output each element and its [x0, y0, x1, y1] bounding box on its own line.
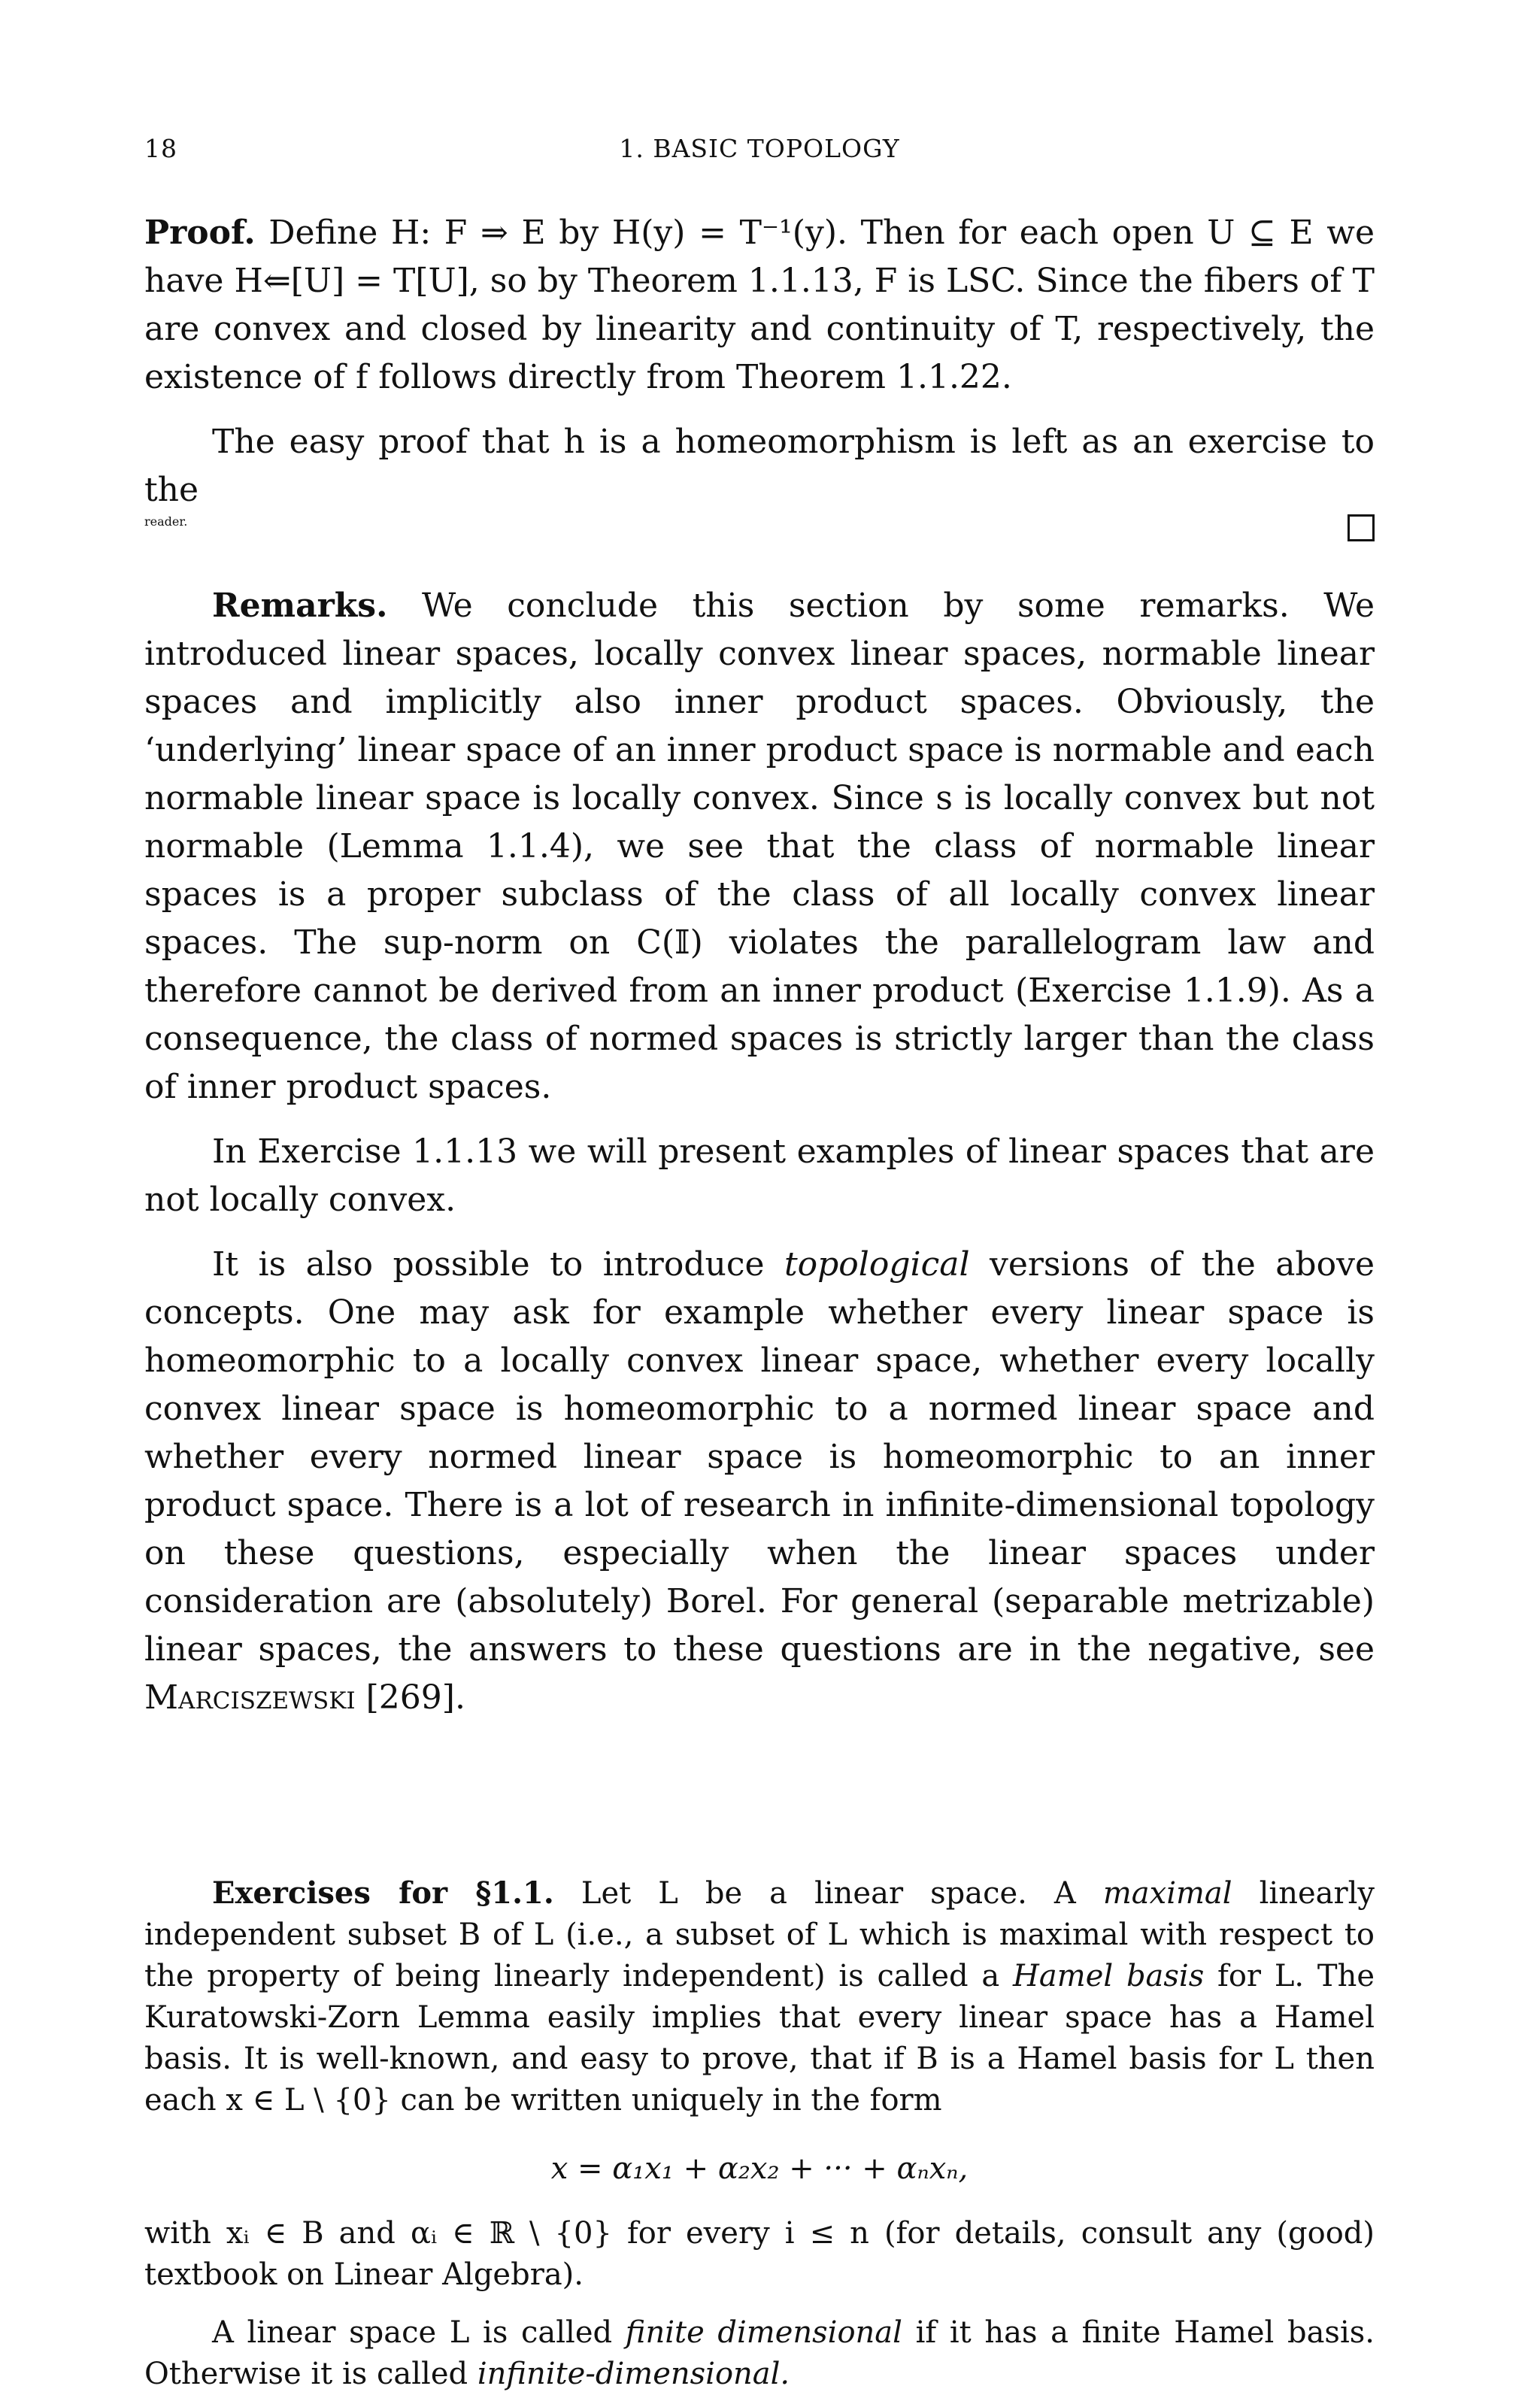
- proof-paragraph: [144, 209, 1375, 402]
- emphasis-finite-dimensional: finite dimensional: [625, 2315, 902, 2350]
- ex-p3-text-b: if it has a finite Hamel basis. Otherwise it is called: [144, 2315, 1375, 2391]
- remarks-text: We conclude this section by some remarks. We introduced linear spaces, locally convex linear spaces, normable linear spaces and implicitly also inner product spaces. Obviously, the ‘underlying’ linear space of an inner product space is normable and each normable linear space is locally convex. Since s is locally convex but not normable (Lemma 1.1.4), we see that the class of normable linear spaces is a proper subclass of the class of all locally convex linear spaces. The sup-norm on C(𝕀) violates the parallelogram law and therefore cannot be derived from an inner product (Exercise 1.1.9). As a consequence, the class of normed spaces is strictly larger than the class of inner product spaces.: [144, 587, 1375, 1106]
- proof-text: Define H: F ⇒ E by H(y) = T⁻¹(y). Then for each open U ⊆ E we have H⇐[U] = T[U], so by Theorem 1.1.13, F is LSC. Since the fibers of T are convex and closed by linearity and continuity of T, respectively, the existence of f follows directly from Theorem 1.1.22.: [144, 214, 1375, 396]
- remarks-label: Remarks.: [212, 587, 388, 625]
- display-equation: x = α₁x₁ + α₂x₂ + ··· + αₙxₙ,: [550, 2151, 969, 2186]
- proof-label: Proof.: [144, 214, 256, 252]
- proof-end-line: [144, 514, 1375, 541]
- emphasis-infinite-dimensional: infinite-dimensional.: [477, 2357, 790, 2391]
- proof-paragraph-2: The easy proof that h is a homeomorphism is left as an exercise to the: [144, 423, 1375, 509]
- exercises-paragraph-3: [144, 2312, 1375, 2395]
- exercises-paragraph-2: with xᵢ ∈ B and αᵢ ∈ ℝ \ {0} for every i ≤ n (for details, consult any (good) textbook on Linear Algebra).: [144, 2216, 1375, 2292]
- ex-text-a: Let L be a linear space. A: [553, 1876, 1103, 1911]
- remarks-paragraph: [144, 582, 1375, 1111]
- remarks-paragraph-3: [144, 1241, 1375, 1722]
- author-name: Marciszewski: [144, 1678, 356, 1717]
- book-page: [144, 128, 1375, 2395]
- emphasis-hamel-basis: Hamel basis: [1013, 1959, 1205, 1993]
- emphasis-topological: topological: [784, 1245, 970, 1284]
- exercises-label: Exercises for §1.1.: [212, 1875, 554, 1911]
- remarks-p3-text-a: It is also possible to introduce: [212, 1245, 784, 1284]
- page-number: 18: [144, 134, 177, 163]
- running-title: 1. BASIC TOPOLOGY: [619, 134, 900, 163]
- main-text: [144, 173, 1375, 1722]
- remarks-paragraph-2: In Exercise 1.1.13 we will present examples of linear spaces that are not locally convex.: [144, 1132, 1375, 1219]
- exercises-section: [144, 1872, 1375, 2395]
- ex-text-b: linearly independent subset B of L (i.e., a subset of L which is maximal with respect to the property of being linearly independent) is called a: [144, 1876, 1375, 1993]
- exercises-paragraph: [144, 1872, 1375, 2121]
- qed-box-icon: [1348, 514, 1375, 541]
- page-header: [144, 128, 1375, 173]
- citation: [269].: [355, 1678, 465, 1717]
- emphasis-maximal: maximal: [1102, 1876, 1232, 1911]
- ex-text-c: for L. The Kuratowski-Zorn Lemma easily implies that every linear space has a Hamel basis. It is well-known, and easy to prove, that if B is a Hamel basis for L then each x ∈ L \ {0} can be written uniquely in the form: [144, 1959, 1375, 2118]
- ex-p3-text-a: A linear space L is called: [212, 2315, 626, 2350]
- remarks-p3-text-b: versions of the above concepts. One may ask for example whether every linear space is homeomorphic to a locally convex linear space, whether every locally convex linear space is homeomorphic to a normed linear space and whether every normed linear space is homeomorphic to an inner product space. There is a lot of research in infinite-dimensional topology on these questions, especially when the linear spaces under consideration are (absolutely) Borel. For general (separable metrizable) linear spaces, the answers to these questions are in the negative, see: [144, 1245, 1375, 1669]
- proof-last-word: reader.: [144, 514, 188, 529]
